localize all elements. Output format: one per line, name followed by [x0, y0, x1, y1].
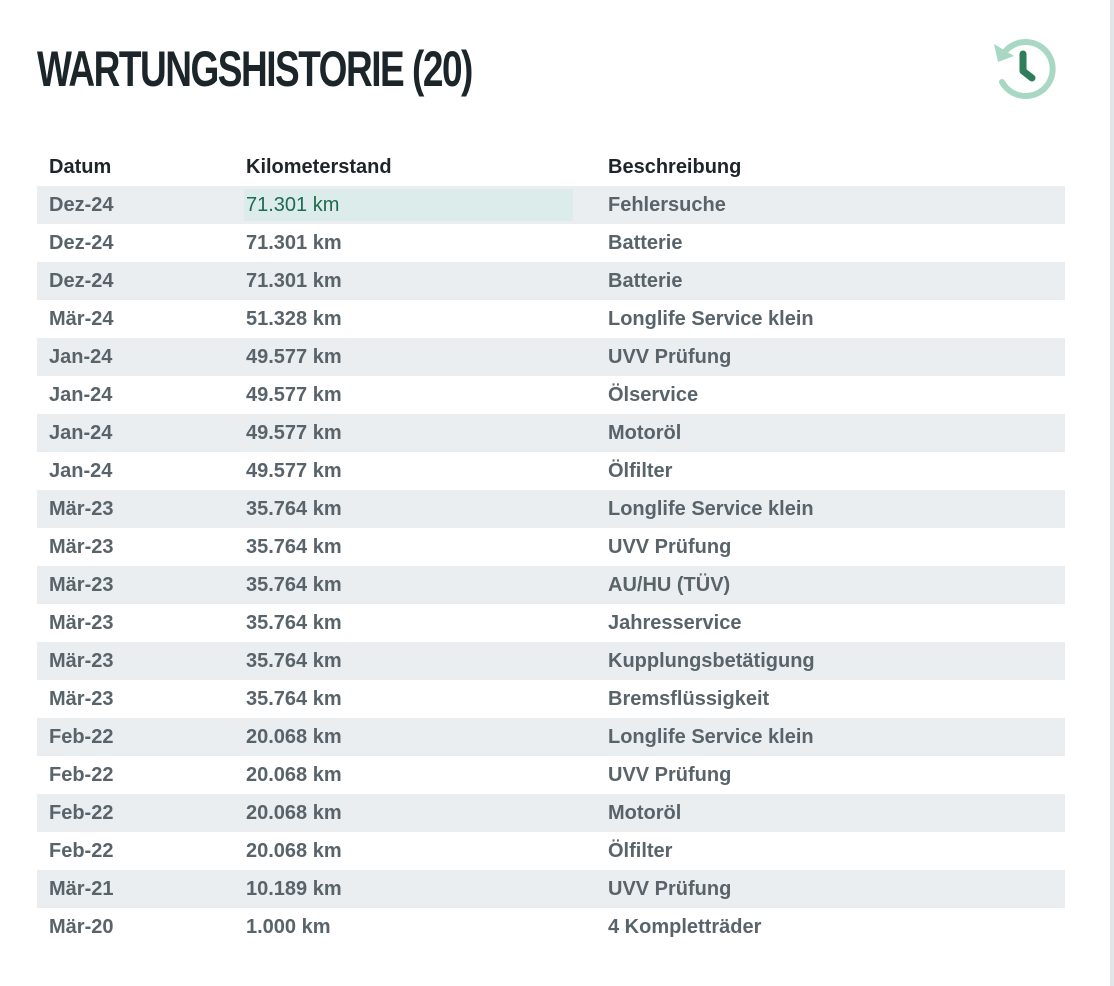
cell-mileage — [234, 224, 596, 262]
cell-mileage — [234, 566, 596, 604]
cell-mileage-value: 71.301 km — [246, 232, 342, 254]
cell-description: UVV Prüfung — [596, 756, 1065, 794]
cell-mileage-value: 1.000 km — [246, 916, 331, 938]
cell-date: Jan-24 — [37, 376, 234, 414]
table-row[interactable] — [37, 300, 1065, 338]
cell-description: AU/HU (TÜV) — [596, 566, 1065, 604]
table-row[interactable] — [37, 794, 1065, 832]
cell-mileage — [234, 908, 596, 946]
table-row[interactable] — [37, 756, 1065, 794]
cell-mileage-value: 35.764 km — [246, 498, 342, 520]
history-icon — [990, 36, 1056, 102]
cell-date: Mär-23 — [37, 490, 234, 528]
cell-mileage — [234, 642, 596, 680]
cell-date: Dez-24 — [37, 262, 234, 300]
cell-mileage-value: 49.577 km — [246, 384, 342, 406]
cell-mileage — [234, 832, 596, 870]
maintenance-history-table — [37, 148, 1065, 946]
table-row[interactable] — [37, 414, 1065, 452]
cell-date: Mär-23 — [37, 528, 234, 566]
cell-description: Motoröl — [596, 414, 1065, 452]
cell-date: Mär-24 — [37, 300, 234, 338]
cell-mileage-value: 20.068 km — [246, 802, 342, 824]
cell-mileage — [234, 794, 596, 832]
cell-date: Feb-22 — [37, 832, 234, 870]
cell-description: Longlife Service klein — [596, 300, 1065, 338]
cell-mileage-value: 49.577 km — [246, 346, 342, 368]
table-row[interactable] — [37, 224, 1065, 262]
cell-mileage-value: 49.577 km — [246, 460, 342, 482]
cell-description: Longlife Service klein — [596, 490, 1065, 528]
cell-date: Jan-24 — [37, 452, 234, 490]
table-row[interactable] — [37, 452, 1065, 490]
cell-date: Feb-22 — [37, 794, 234, 832]
table-row[interactable] — [37, 566, 1065, 604]
table-row[interactable] — [37, 604, 1065, 642]
table-row[interactable] — [37, 528, 1065, 566]
cell-description: Ölservice — [596, 376, 1065, 414]
cell-description: Motoröl — [596, 794, 1065, 832]
cell-mileage-value: 20.068 km — [246, 726, 342, 748]
cell-mileage — [234, 528, 596, 566]
cell-mileage-value: 35.764 km — [246, 612, 342, 634]
table-row[interactable] — [37, 680, 1065, 718]
cell-mileage — [234, 414, 596, 452]
cell-mileage — [234, 604, 596, 642]
cell-description: Batterie — [596, 224, 1065, 262]
cell-mileage — [234, 452, 596, 490]
cell-description: UVV Prüfung — [596, 528, 1065, 566]
table-row[interactable] — [37, 870, 1065, 908]
cell-mileage — [234, 870, 596, 908]
cell-date: Mär-20 — [37, 908, 234, 946]
cell-mileage-value: 20.068 km — [246, 764, 342, 786]
table-body — [37, 186, 1065, 946]
cell-date: Jan-24 — [37, 338, 234, 376]
cell-description: Ölfilter — [596, 452, 1065, 490]
right-edge-divider — [1110, 0, 1114, 986]
cell-mileage-value: 35.764 km — [246, 688, 342, 710]
table-header-row — [37, 148, 1065, 186]
cell-description: UVV Prüfung — [596, 870, 1065, 908]
cell-mileage — [234, 490, 596, 528]
cell-description: Batterie — [596, 262, 1065, 300]
table-row[interactable] — [37, 490, 1065, 528]
column-header-date[interactable]: Datum — [49, 155, 112, 178]
cell-mileage — [234, 680, 596, 718]
table-row[interactable] — [37, 262, 1065, 300]
cell-description: Kupplungsbetätigung — [596, 642, 1065, 680]
cell-description: Jahresservice — [596, 604, 1065, 642]
cell-mileage-value: 35.764 km — [246, 574, 342, 596]
cell-mileage — [234, 756, 596, 794]
cell-description: Longlife Service klein — [596, 718, 1065, 756]
table-row[interactable] — [37, 908, 1065, 946]
column-header-mileage[interactable]: Kilometerstand — [246, 155, 392, 178]
table-row[interactable] — [37, 642, 1065, 680]
table-row[interactable] — [37, 718, 1065, 756]
cell-date: Mär-23 — [37, 680, 234, 718]
cell-description: Bremsflüssigkeit — [596, 680, 1065, 718]
cell-date: Dez-24 — [37, 186, 234, 224]
cell-date: Jan-24 — [37, 414, 234, 452]
cell-mileage — [234, 262, 596, 300]
cell-mileage — [234, 376, 596, 414]
cell-mileage-value: 35.764 km — [246, 650, 342, 672]
page-title: WARTUNGSHISTORIE (20) — [37, 41, 472, 97]
cell-mileage-highlight: 71.301 km — [244, 189, 573, 221]
cell-date: Mär-23 — [37, 604, 234, 642]
cell-date: Feb-22 — [37, 718, 234, 756]
cell-mileage-value: 71.301 km — [246, 270, 342, 292]
column-header-description[interactable]: Beschreibung — [608, 155, 742, 178]
table-row[interactable] — [37, 832, 1065, 870]
cell-mileage — [234, 338, 596, 376]
cell-mileage — [234, 186, 596, 224]
cell-mileage-value: 35.764 km — [246, 536, 342, 558]
cell-description: 4 Kompletträder — [596, 908, 1065, 946]
cell-mileage — [234, 718, 596, 756]
cell-date: Mär-23 — [37, 642, 234, 680]
cell-date: Mär-23 — [37, 566, 234, 604]
cell-description: UVV Prüfung — [596, 338, 1065, 376]
cell-description: Fehlersuche — [596, 186, 1065, 224]
table-row[interactable] — [37, 186, 1065, 224]
table-row[interactable] — [37, 376, 1065, 414]
cell-date: Mär-21 — [37, 870, 234, 908]
cell-mileage-value: 10.189 km — [246, 878, 342, 900]
table-row[interactable] — [37, 338, 1065, 376]
cell-mileage-value: 20.068 km — [246, 840, 342, 862]
cell-mileage-value: 51.328 km — [246, 308, 342, 330]
cell-date: Dez-24 — [37, 224, 234, 262]
cell-date: Feb-22 — [37, 756, 234, 794]
cell-description: Ölfilter — [596, 832, 1065, 870]
cell-mileage — [234, 300, 596, 338]
cell-mileage-value: 49.577 km — [246, 422, 342, 444]
